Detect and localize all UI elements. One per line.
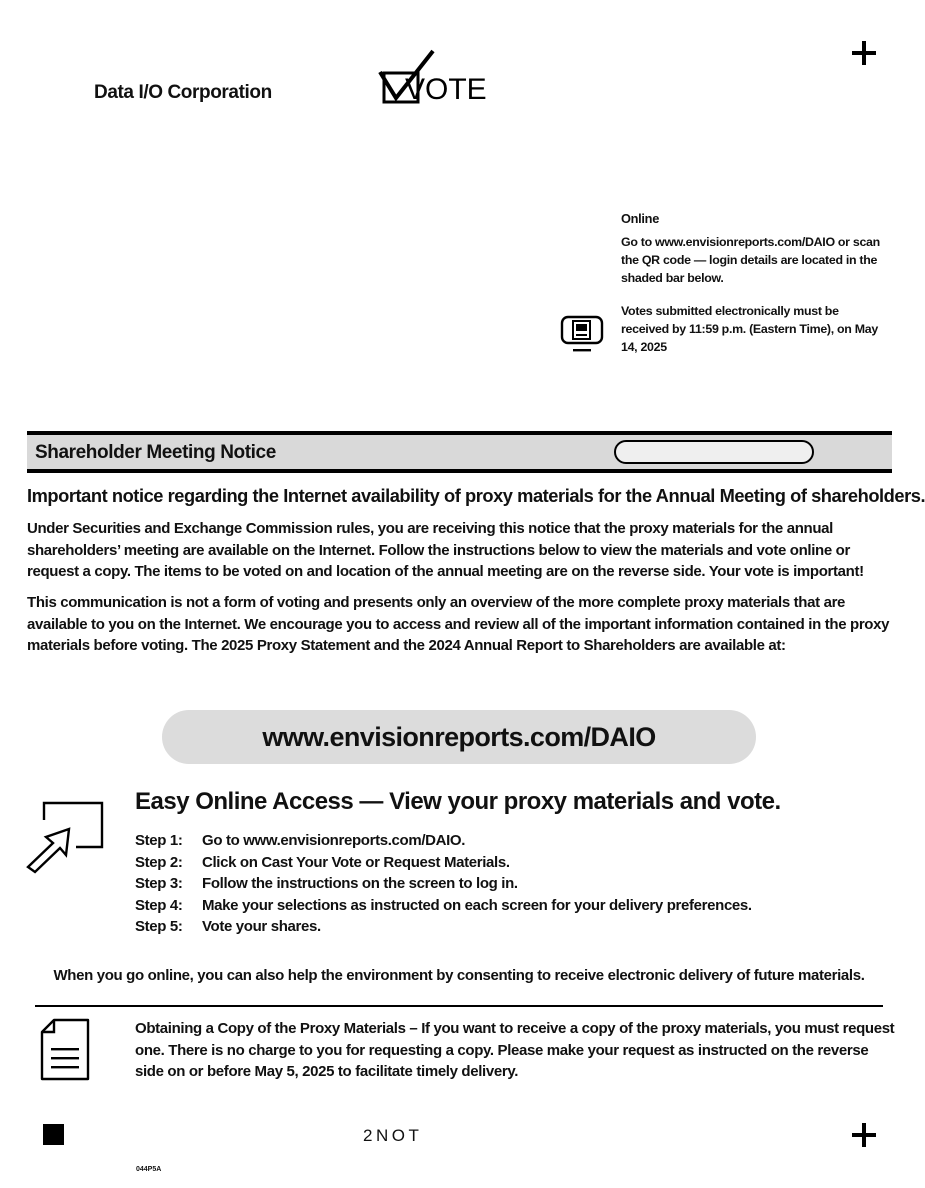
form-code: 2NOT: [363, 1126, 423, 1145]
shareholder-meeting-notice-bar: [27, 431, 892, 473]
step-label: Step 3:: [135, 875, 183, 892]
monitor-icon: [560, 314, 606, 354]
important-notice-heading: Important notice regarding the Internet availability of proxy materials for the Annual Meeting of shareholders.: [27, 485, 925, 506]
step-item: [135, 916, 875, 938]
step-text: Vote your shares.: [202, 918, 321, 935]
steps-list: [135, 830, 875, 938]
easy-online-access-title: Easy Online Access — View your proxy materials and vote.: [135, 788, 781, 815]
copy-request-text: Obtaining a Copy of the Proxy Materials – If you want to receive a copy of the proxy materials, you must request one. There is no charge to you for requesting a copy. Please make your request as instructed on the reverse side on or before May 5, 2025 to facilitate timely delivery.: [135, 1020, 895, 1080]
small-print-code: 044P5A: [136, 1166, 162, 1173]
overview-paragraph: This communication is not a form of voting and presents only an overview of the more complete proxy materials that are available to you on the Internet. We encourage you to access and review all of the important information contained in the proxy materials before voting. The 2025 Proxy Statement and the 2024 Annual Report to Shareholders are available at:: [27, 594, 890, 654]
step-label: Step 4:: [135, 896, 183, 914]
company-name: Data I/O Corporation: [94, 82, 272, 103]
online-deadline: Votes submitted electronically must be received by 11:59 p.m. (Eastern Time), on May 14, 2025: [621, 304, 878, 354]
vote-logo-text: VOTE: [405, 73, 487, 106]
step-item: [135, 852, 875, 874]
online-instructions: Go to www.envisionreports.com/DAIO or scan the QR code — login details are located in the shaded bar below.: [621, 235, 880, 285]
step-label: Step 1:: [135, 832, 183, 849]
step-text: Click on Cast Your Vote or Request Materials.: [202, 853, 510, 871]
online-title: Online: [621, 211, 660, 226]
document-icon: [38, 1018, 92, 1082]
control-number-field: [614, 440, 814, 464]
vote-logo: [378, 48, 487, 108]
section-divider: [35, 1005, 883, 1007]
step-text: Follow the instructions on the screen to log in.: [202, 875, 518, 892]
notice-title: Shareholder Meeting Notice: [35, 442, 276, 463]
step-text: Go to www.envisionreports.com/DAIO.: [202, 832, 466, 849]
online-voting-info: [621, 210, 889, 356]
environment-note: When you go online, you can also help the environment by consenting to receive electronic delivery of future materials.: [53, 967, 865, 984]
cursor-arrow-icon: [24, 800, 106, 872]
step-label: Step 5:: [135, 918, 183, 935]
step-item: [135, 830, 875, 852]
step-label: Step 2:: [135, 853, 183, 871]
step-text: Make your selections as instructed on each screen for your delivery preferences.: [202, 896, 752, 914]
step-item: [135, 873, 875, 895]
registration-crosshair-icon: [851, 1122, 877, 1148]
proxy-materials-url-link[interactable]: www.envisionreports.com/DAIO: [162, 710, 756, 764]
step-item: [135, 895, 875, 917]
registration-crosshair-icon: [851, 40, 877, 66]
sec-rules-paragraph: Under Securities and Exchange Commission rules, you are receiving this notice that the proxy materials for the annual shareholders’ meeting are available on the Internet. Follow the instructions below to view the materials and vote online or request a copy. The items to be voted on and location of the annual meeting are on the reverse side. Your vote is important!: [27, 520, 864, 580]
corner-registration-mark: [43, 1124, 64, 1145]
